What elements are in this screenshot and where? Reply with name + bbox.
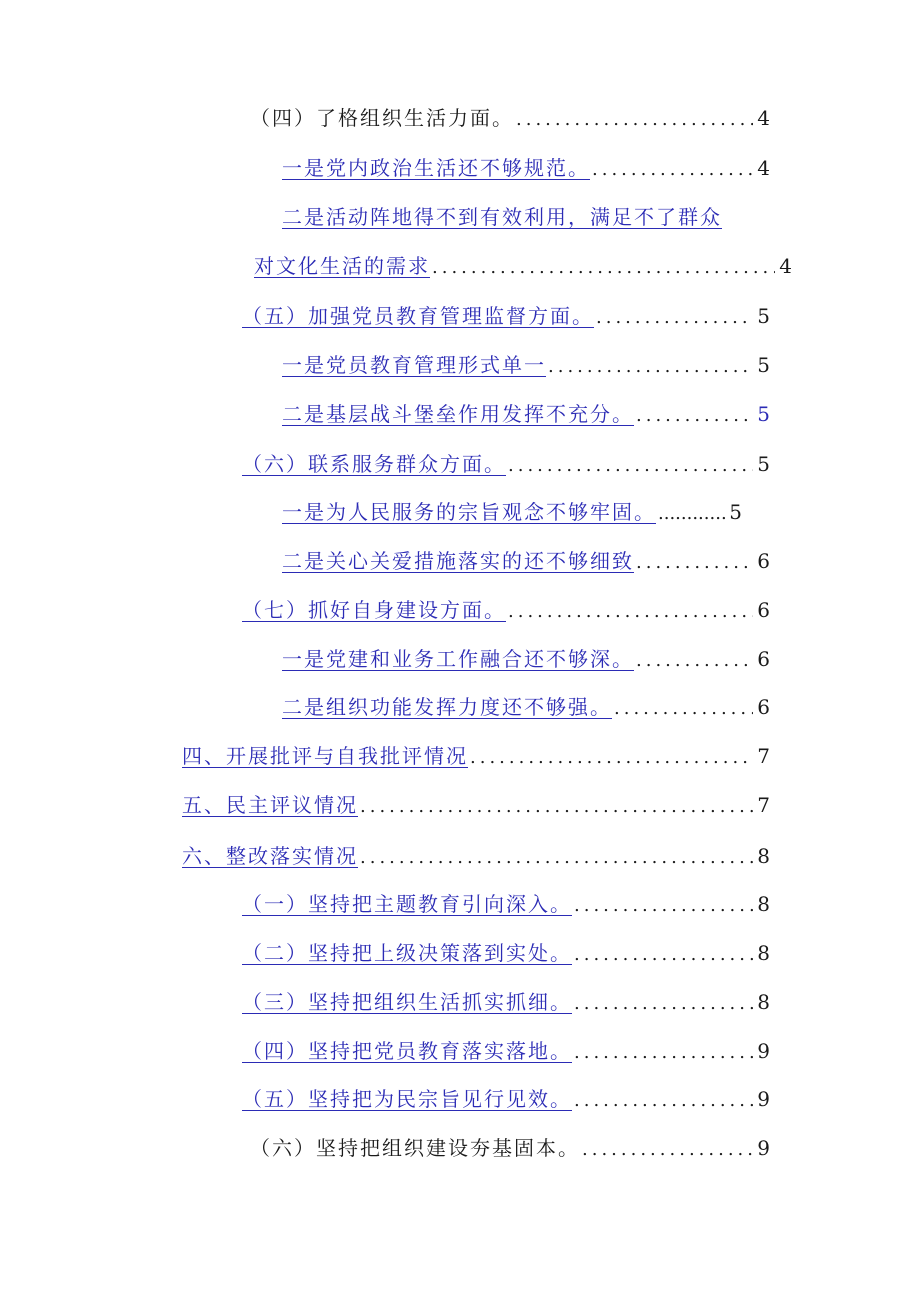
toc-entry-3-4-1[interactable] [282, 152, 770, 181]
toc-page-number: 5 [757, 452, 770, 476]
toc-leader-dots [548, 356, 753, 377]
toc-leader-dots [658, 503, 725, 524]
toc-entry-3-4-2[interactable]: 二是活动阵地得不到有效利用，满足不了群众 [282, 205, 722, 229]
toc-leader-dots [582, 1139, 753, 1160]
toc-entry-2-6-1[interactable] [242, 888, 770, 917]
toc-leader-dots [516, 109, 753, 130]
toc-entry-1-4[interactable] [182, 740, 770, 769]
toc-page-number: 4 [757, 106, 770, 130]
toc-page-number: 7 [757, 793, 770, 817]
toc-entry-title: 四、开展批评与自我批评情况 [182, 744, 468, 768]
toc-entry-title: 二是关心关爱措施落实的还不够细致 [282, 549, 634, 573]
toc-entry-2-7[interactable] [242, 594, 770, 623]
toc-entry-title: 六、整改落实情况 [182, 844, 358, 868]
toc-page-number: 5 [757, 402, 770, 426]
toc-entry-2-6-2[interactable] [242, 937, 770, 966]
toc-leader-dots [432, 257, 775, 278]
toc-page-number: 8 [757, 892, 770, 916]
toc-page-number: 5 [757, 353, 770, 377]
toc-entry-3-6-2[interactable] [282, 545, 770, 574]
toc-leader-dots [636, 552, 753, 573]
toc-leader-dots [508, 601, 753, 622]
toc-leader-dots [574, 993, 753, 1014]
toc-entry-2-6-3[interactable] [242, 986, 770, 1015]
toc-page-number: 9 [757, 1136, 770, 1160]
toc-page-number: 4 [757, 156, 770, 180]
toc-page-number: 5 [757, 304, 770, 328]
toc-entry-title: 二是组织功能发挥力度还不够强。 [282, 695, 612, 719]
toc-entry-1-6[interactable] [182, 840, 770, 869]
toc-entry-title: （二）坚持把上级决策落到实处。 [242, 941, 572, 965]
toc-entry-title: （五）加强党员教育管理监督方面。 [242, 304, 594, 328]
toc-leader-dots [592, 159, 753, 180]
toc-leader-dots [470, 747, 753, 768]
toc-leader-dots [508, 455, 753, 476]
toc-entry-title: （四）了格组织生活力面。 [250, 106, 514, 130]
toc-entry-2-5[interactable] [242, 300, 770, 329]
toc-page-number: 8 [757, 990, 770, 1014]
toc-entry-3-7-1[interactable] [282, 643, 770, 672]
toc-entry-title: 一是党建和业务工作融合还不够深。 [282, 647, 634, 671]
toc-entry-title: 一是党员教育管理形式单一 [282, 353, 546, 377]
toc-page-number: 9 [757, 1087, 770, 1111]
toc-entry-2-6-6[interactable] [250, 1132, 770, 1161]
toc-page-number: 9 [757, 1039, 770, 1063]
toc-entry-3-5-2[interactable] [282, 398, 770, 427]
toc-entry-title: （三）坚持把组织生活抓实抓细。 [242, 990, 572, 1014]
toc-page-number: 6 [757, 695, 770, 719]
toc-entry-1-5[interactable] [182, 789, 770, 818]
toc-entry-title: （七）抓好自身建设方面。 [242, 598, 506, 622]
toc-entry-title: （六）联系服务群众方面。 [242, 452, 506, 476]
toc-entry-title: （六）坚持把组织建设夯基固本。 [250, 1136, 580, 1160]
toc-entry-2-6[interactable] [242, 448, 770, 477]
toc-entry-3-4-2-cont[interactable] [254, 250, 792, 279]
toc-page-number: 8 [757, 941, 770, 965]
toc-entry-title: （四）坚持把党员教育落实落地。 [242, 1039, 572, 1063]
toc-page-number: 7 [757, 744, 770, 768]
toc-entry-title: 五、民主评议情况 [182, 793, 358, 817]
toc-leader-dots [574, 1042, 753, 1063]
toc-entry-title: （一）坚持把主题教育引向深入。 [242, 892, 572, 916]
toc-page-number: 6 [757, 549, 770, 573]
toc-entry-3-7-2[interactable] [282, 691, 770, 720]
toc-leader-dots [574, 944, 753, 965]
toc-leader-dots [574, 895, 753, 916]
toc-entry-title: 二是基层战斗堡垒作用发挥不充分。 [282, 402, 634, 426]
toc-entry-title: （五）坚持把为民宗旨见行见效。 [242, 1087, 572, 1111]
toc-entry-3-5-1[interactable] [282, 349, 770, 378]
toc-leader-dots [574, 1090, 753, 1111]
toc-leader-dots [636, 405, 753, 426]
toc-entry-3-6-1[interactable] [282, 496, 742, 525]
toc-page-number: 6 [757, 647, 770, 671]
toc-leader-dots [360, 796, 753, 817]
toc-page-number: 5 [729, 500, 742, 524]
toc-leader-dots [636, 650, 753, 671]
toc-entry-2-6-5[interactable] [242, 1083, 770, 1112]
toc-page-number: 6 [757, 598, 770, 622]
toc-leader-dots [596, 307, 753, 328]
toc-leader-dots [614, 698, 753, 719]
toc-entry-2-6-4[interactable] [242, 1035, 770, 1064]
toc-entry-title: 一是党内政治生活还不够规范。 [282, 156, 590, 180]
toc-entry-title: 一是为人民服务的宗旨观念不够牢固。 [282, 500, 656, 524]
toc-page-number: 4 [779, 254, 792, 278]
toc-entry-2-4[interactable] [250, 102, 770, 131]
toc-entry-title: 对文化生活的需求 [254, 254, 430, 278]
toc-page-number: 8 [757, 844, 770, 868]
toc-leader-dots [360, 847, 753, 868]
